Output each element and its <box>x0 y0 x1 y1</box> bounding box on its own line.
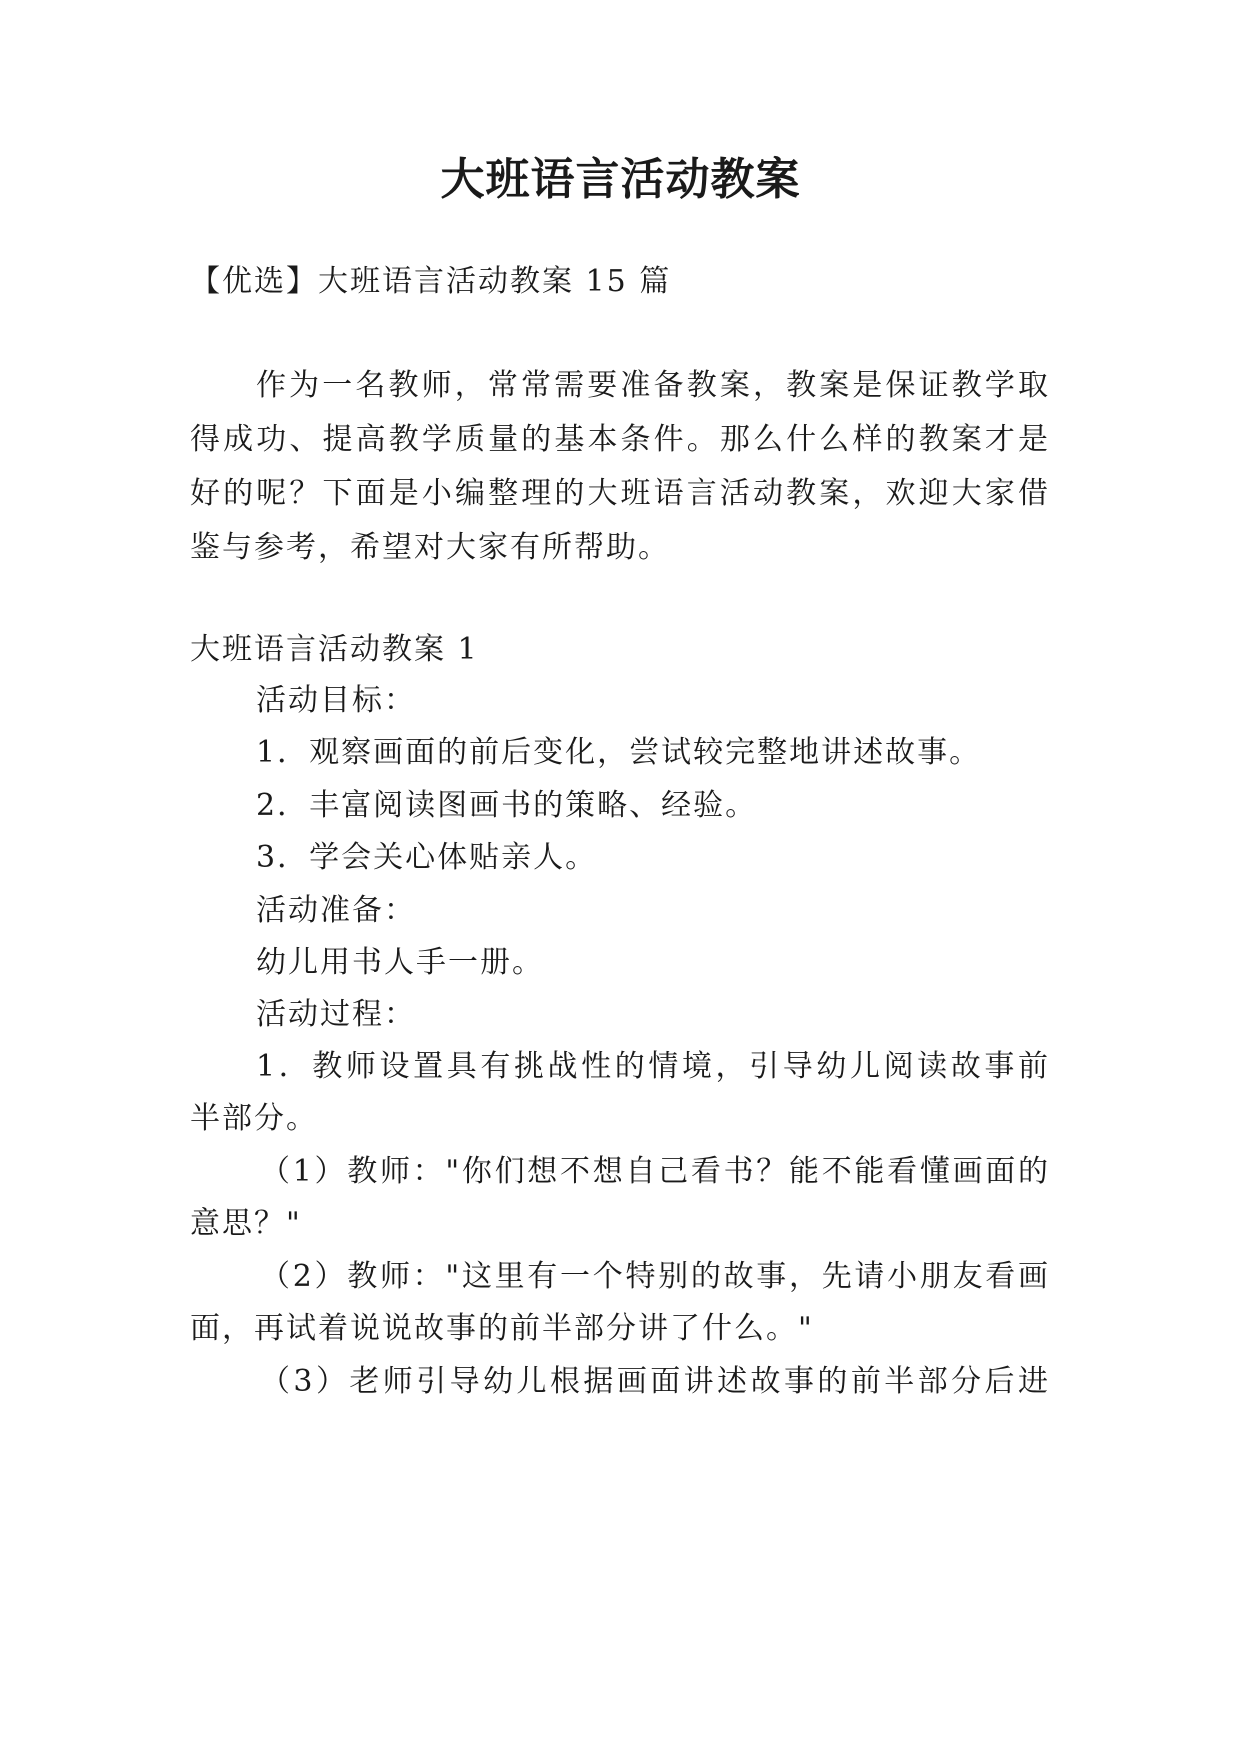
document-title: 大班语言活动教案 <box>440 154 801 205</box>
section-line-process-1-1a: （1）教师："你们想不想自己看书？能不能看懂画面的 <box>260 1154 1050 1189</box>
section-heading: 大班语言活动教案 1 <box>190 632 479 667</box>
section-line-goal-3: 3．学会关心体贴亲人。 <box>256 840 598 875</box>
section-line-process-1-3a: （3）老师引导幼儿根据画面讲述故事的前半部分后进 <box>260 1364 1050 1399</box>
section-line-prep-label: 活动准备： <box>256 893 416 928</box>
intro-line-4: 鉴与参考，希望对大家有所帮助。 <box>190 530 670 565</box>
section-line-process-1-1b: 意思？" <box>190 1206 302 1241</box>
intro-line-2: 得成功、提高教学质量的基本条件。那么什么样的教案才是 <box>190 422 1050 457</box>
intro-line-1: 作为一名教师，常常需要准备教案，教案是保证教学取 <box>256 368 1050 403</box>
document-subtitle: 【优选】大班语言活动教案 15 篇 <box>190 264 672 299</box>
section-line-process-1a: 1．教师设置具有挑战性的情境，引导幼儿阅读故事前 <box>256 1049 1050 1084</box>
section-line-goals-label: 活动目标： <box>256 683 416 718</box>
section-line-process-1-2b: 面，再试着说说故事的前半部分讲了什么。" <box>190 1311 814 1346</box>
section-line-goal-2: 2．丰富阅读图画书的策略、经验。 <box>256 788 758 823</box>
section-line-prep-1: 幼儿用书人手一册。 <box>256 945 544 980</box>
intro-line-3: 好的呢？下面是小编整理的大班语言活动教案，欢迎大家借 <box>190 476 1050 511</box>
section-line-process-label: 活动过程： <box>256 997 416 1032</box>
section-line-goal-1: 1．观察画面的前后变化，尝试较完整地讲述故事。 <box>256 735 982 770</box>
section-line-process-1-2a: （2）教师："这里有一个特别的故事，先请小朋友看画 <box>260 1259 1050 1294</box>
section-line-process-1b: 半部分。 <box>190 1101 318 1136</box>
